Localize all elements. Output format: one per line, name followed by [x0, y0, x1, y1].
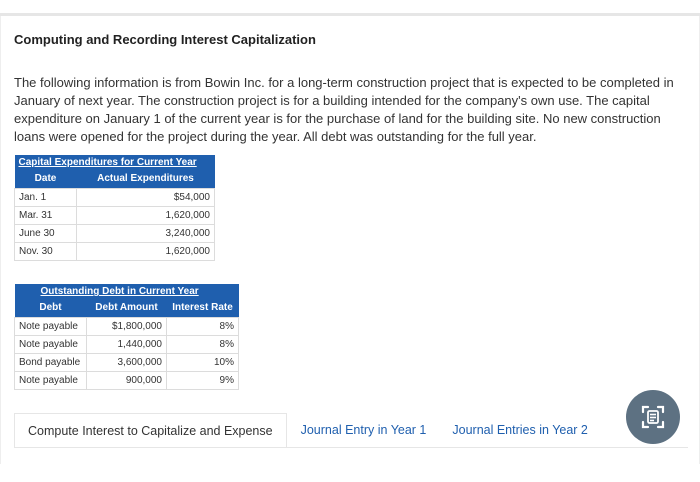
table-row: [15, 335, 239, 353]
interest-rate-cell: 8%: [167, 335, 239, 353]
table-caption: Capital Expenditures for Current Year: [15, 155, 215, 170]
date-cell: Nov. 30: [15, 242, 77, 260]
debt-amount-cell: 900,000: [87, 371, 167, 389]
tab-bar-divider: [14, 447, 688, 448]
debt-type-cell: Note payable: [15, 335, 87, 353]
table-row: [15, 206, 215, 224]
debt-amount-cell: 3,600,000: [87, 353, 167, 371]
table-row: [15, 353, 239, 371]
outstanding-debt-table: [14, 284, 239, 390]
interest-rate-cell: 10%: [167, 353, 239, 371]
table-row: [15, 371, 239, 389]
tab-compute-interest[interactable]: Compute Interest to Capitalize and Expense: [14, 413, 287, 447]
calculator-button[interactable]: [626, 390, 680, 444]
date-cell: Mar. 31: [15, 206, 77, 224]
column-header: Actual Expenditures: [77, 170, 215, 188]
tab-bar: [14, 413, 588, 447]
amount-cell: 3,240,000: [77, 224, 215, 242]
debt-amount-cell: $1,800,000: [87, 317, 167, 335]
column-header: Interest Rate: [167, 299, 239, 317]
table-row: [15, 317, 239, 335]
column-header: Debt Amount: [87, 299, 167, 317]
table-row: [15, 188, 215, 206]
calculator-icon: [638, 402, 668, 432]
date-cell: Jan. 1: [15, 188, 77, 206]
tab-journal-entry-year-1[interactable]: Journal Entry in Year 1: [300, 423, 427, 437]
capital-expenditures-table: [14, 155, 215, 261]
amount-cell: $54,000: [77, 188, 215, 206]
interest-rate-cell: 9%: [167, 371, 239, 389]
intro-paragraph: The following information is from Bowin Inc. for a long-term construction project that is expected to be completed in January of next year. The construction project is for a building intended for the company's own use. The capital expenditure on January 1 of the current year is for the purchase of land for the building site. No new construction loans were opened for the project during the year. All debt was outstanding for the full year.: [14, 75, 674, 144]
table-row: [15, 224, 215, 242]
tab-journal-entries-year-2[interactable]: Journal Entries in Year 2: [452, 423, 588, 437]
debt-type-cell: Note payable: [15, 317, 87, 335]
table-row: [15, 242, 215, 260]
debt-type-cell: Note payable: [15, 371, 87, 389]
debt-type-cell: Bond payable: [15, 353, 87, 371]
amount-cell: 1,620,000: [77, 206, 215, 224]
column-header: Date: [15, 170, 77, 188]
amount-cell: 1,620,000: [77, 242, 215, 260]
page-title: Computing and Recording Interest Capitalization: [14, 32, 316, 47]
column-header: Debt: [15, 299, 87, 317]
date-cell: June 30: [15, 224, 77, 242]
table-caption: Outstanding Debt in Current Year: [15, 284, 239, 299]
interest-rate-cell: 8%: [167, 317, 239, 335]
debt-amount-cell: 1,440,000: [87, 335, 167, 353]
